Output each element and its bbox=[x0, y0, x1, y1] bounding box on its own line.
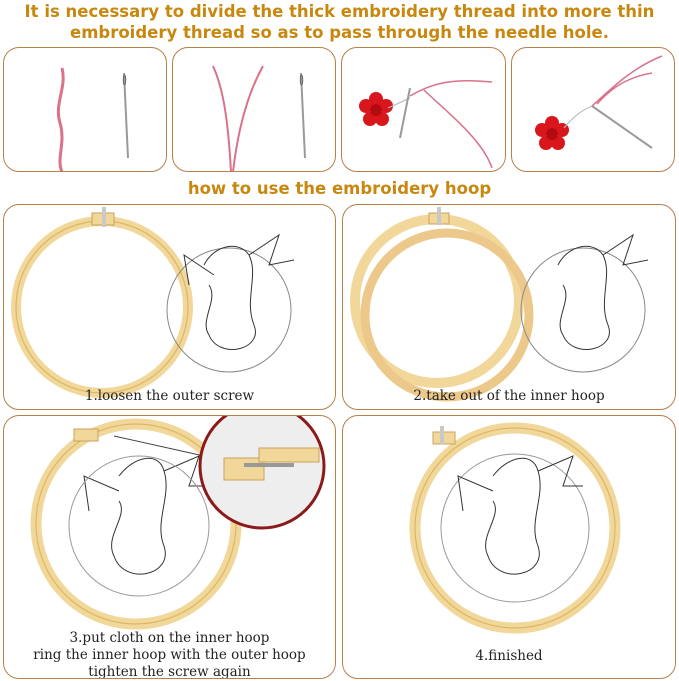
step-panel-2 bbox=[342, 204, 676, 410]
thread-panel-1 bbox=[3, 47, 167, 172]
thread-panel-2 bbox=[172, 47, 336, 172]
embroidery-hoop-icon bbox=[16, 207, 188, 393]
instruction-text bbox=[0, 1, 679, 43]
screw-clamp-icon bbox=[102, 207, 106, 227]
screw-clamp-icon bbox=[437, 207, 441, 225]
embroidery-hoop-icon bbox=[355, 207, 529, 397]
step-caption-3-line-1: 3.put cloth on the inner hoop bbox=[69, 630, 270, 646]
thread-icon bbox=[592, 56, 662, 106]
instruction-line-1: It is necessary to divide the thick embroidery thread into more thin bbox=[24, 2, 655, 21]
instruction-line-2: embroidery thread so as to pass through the needle hole. bbox=[70, 23, 609, 42]
needle-icon bbox=[124, 73, 128, 158]
step-caption-3-line-2: ring the inner hoop with the outer hoop bbox=[33, 647, 306, 663]
step-caption-2: 2.take out of the inner hoop bbox=[413, 388, 605, 404]
thread-icon bbox=[410, 81, 492, 168]
needle-icon bbox=[301, 73, 305, 158]
screw-clamp-icon bbox=[440, 426, 444, 444]
thread-panel-4 bbox=[511, 47, 675, 172]
thread-panel-3 bbox=[341, 47, 506, 172]
step-caption-3-line-3: tighten the screw again bbox=[88, 664, 251, 679]
needle-icon bbox=[400, 88, 410, 138]
embroidery-hoop-icon bbox=[415, 426, 615, 628]
step-panel-1 bbox=[3, 204, 336, 410]
screw-clamp-icon bbox=[200, 416, 324, 528]
flower-threader-icon bbox=[359, 92, 393, 126]
thread-icon bbox=[213, 66, 263, 172]
step-panel-3 bbox=[3, 415, 336, 679]
dragon-pattern-icon bbox=[521, 235, 648, 372]
thread-icon bbox=[58, 68, 63, 172]
needle-icon bbox=[592, 106, 652, 148]
section-title: how to use the embroidery hoop bbox=[187, 179, 492, 198]
flower-threader-icon bbox=[535, 116, 569, 150]
step-panel-4 bbox=[342, 415, 676, 679]
dragon-pattern-icon bbox=[441, 454, 589, 602]
step-caption-3 bbox=[4, 630, 335, 679]
step-caption-1: 1.loosen the outer screw bbox=[84, 388, 255, 404]
step-caption-4: 4.finished bbox=[475, 648, 543, 664]
dragon-pattern-icon bbox=[69, 456, 209, 596]
